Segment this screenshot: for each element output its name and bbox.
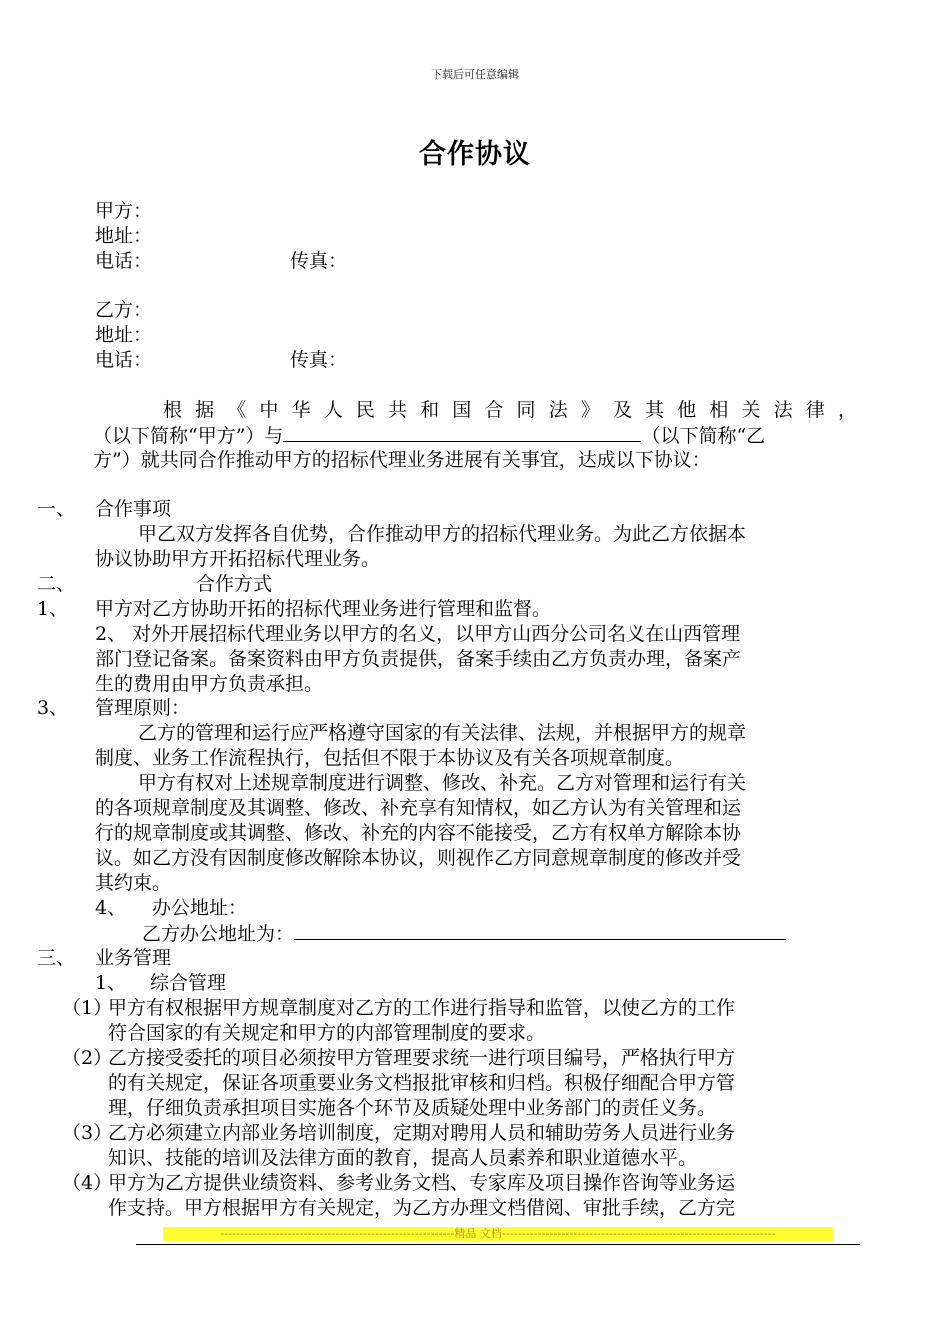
section-1-para-line-2: 协议协助甲方开拓招标代理业务。	[95, 548, 381, 570]
footer-watermark-bar: -----------------------------------------------------------精品 文档---------------------------------------------------------------------	[163, 1227, 833, 1241]
section-3-number: 三、	[37, 947, 76, 969]
section-2-item-1-number: 1、	[37, 598, 69, 620]
section-2-item-4-number: 4、	[95, 897, 127, 919]
section-1-number: 一、	[37, 498, 76, 520]
section-2-item-3-p2-line-5: 其约束。	[95, 872, 172, 894]
section-2-item-4-heading: 办公地址：	[152, 897, 248, 919]
section-2-item-3-p2-line-2: 的各项规章制度及其调整、修改、补充享有知情权，如乙方认为有关管理和运	[95, 797, 742, 819]
section-2-item-3-number: 3、	[37, 697, 69, 719]
party-a-fax-label: 传真：	[290, 250, 348, 272]
party-b-phone-label: 电话：	[95, 349, 153, 371]
section-2-heading: 合作方式	[196, 573, 273, 595]
section-2-item-2-line-3: 生的费用由甲方负责承担。	[95, 673, 324, 695]
party-b-name-blank	[283, 423, 641, 442]
section-1-heading: 合作事项	[95, 498, 172, 520]
section-2-item-3-p1-line-2: 制度、业务工作流程执行，包括但不限于本协议及有关各项规章制度。	[95, 747, 685, 769]
section-2-item-2-line-1: 2、 对外开展招标代理业务以甲方的名义，以甲方山西分公司名义在山西管理	[95, 623, 741, 645]
preamble-line-2-right: （以下简称“乙	[641, 425, 766, 447]
section-2-number: 二、	[37, 573, 76, 595]
preamble-line-2-left: （以下简称“甲方”）与	[93, 425, 284, 447]
section-2-item-3-p2-line-3: 行的规章制度或其调整、修改、补充的内容不能接受，乙方有权单方解除本协	[95, 822, 742, 844]
section-2-item-2-line-2: 部门登记备案。备案资料由甲方负责提供，备案手续由乙方负责办理，备案产	[95, 648, 742, 670]
party-a-name-label: 甲方：	[95, 200, 153, 222]
party-a-phone-label: 电话：	[95, 250, 153, 272]
clause-4-line-1: 甲方为乙方提供业绩资料、参考业务文档、专家库及项目操作咨询等业务运	[108, 1172, 736, 1194]
section-2-item-3-heading: 管理原则：	[95, 697, 191, 719]
section-3-heading: 业务管理	[95, 947, 172, 969]
clause-1-line-1: 甲方有权根据甲方规章制度对乙方的工作进行指导和监管，以使乙方的工作	[108, 997, 736, 1019]
section-2-item-3-p1-line-1: 乙方的管理和运行应严格遵守国家的有关法律、法规，并根据甲方的规章	[138, 722, 747, 744]
clause-3-line-1: 乙方必须建立内部业务培训制度，定期对聘用人员和辅助劳务人员进行业务	[108, 1122, 736, 1144]
section-2-item-3-p2-line-1: 甲方有权对上述规章制度进行调整、修改、补充。乙方对管理和运行有关	[138, 772, 747, 794]
section-3-sub-1-number: 1、	[95, 972, 127, 994]
clause-4-line-2: 作支持。甲方根据甲方有关规定，为乙方办理文档借阅、审批手续，乙方完	[108, 1197, 736, 1219]
party-b-fax-label: 传真：	[290, 349, 348, 371]
clause-4-number: （4）	[62, 1172, 113, 1194]
clause-1-number: （1）	[62, 997, 113, 1019]
office-address-line	[142, 921, 786, 946]
clause-2-line-3: 理，仔细负责承担项目实施各个环节及质疑处理中业务部门的责任义务。	[108, 1097, 717, 1119]
header-note: 下载后可任意编辑	[431, 68, 519, 81]
section-1-para-line-1: 甲乙双方发挥各自优势，合作推动甲方的招标代理业务。为此乙方依据本	[138, 523, 747, 545]
party-a-address-label: 地址：	[95, 225, 153, 247]
clause-2-line-2: 的有关规定，保证各项重要业务文档报批审核和归档。积极仔细配合甲方管	[108, 1072, 736, 1094]
section-2-item-3-p2-line-4: 议。如乙方没有因制度修改解除本协议，则视作乙方同意规章制度的修改并受	[95, 847, 742, 869]
office-address-label: 乙方办公地址为：	[142, 923, 295, 945]
preamble-line-1: 根 据 《 中 华 人 民 共 和 国 合 同 法 》 及 其 他 相 关 法 律 ，	[163, 399, 857, 421]
party-b-name-label: 乙方：	[95, 299, 153, 321]
party-b-address-label: 地址：	[95, 324, 153, 346]
clause-3-number: （3）	[62, 1122, 113, 1144]
office-address-blank	[294, 921, 786, 940]
document-title: 合作协议	[419, 139, 531, 170]
clause-2-line-1: 乙方接受委托的项目必须按甲方管理要求统一进行项目编号，严格执行甲方	[108, 1047, 736, 1069]
preamble-line-3: 方”）就共同合作推动甲方的招标代理业务进展有关事宜，达成以下协议：	[93, 449, 711, 471]
clause-3-line-2: 知识、技能的培训及法律方面的教育，提高人员素养和职业道德水平。	[108, 1147, 698, 1169]
preamble-line-2	[93, 423, 863, 448]
clause-2-number: （2）	[62, 1047, 113, 1069]
section-2-item-1-text: 甲方对乙方协助开拓的招标代理业务进行管理和监督。	[95, 598, 552, 620]
footer-divider	[136, 1244, 860, 1245]
section-3-sub-1-heading: 综合管理	[150, 972, 227, 994]
clause-1-line-2: 符合国家的有关规定和甲方的内部管理制度的要求。	[108, 1022, 546, 1044]
